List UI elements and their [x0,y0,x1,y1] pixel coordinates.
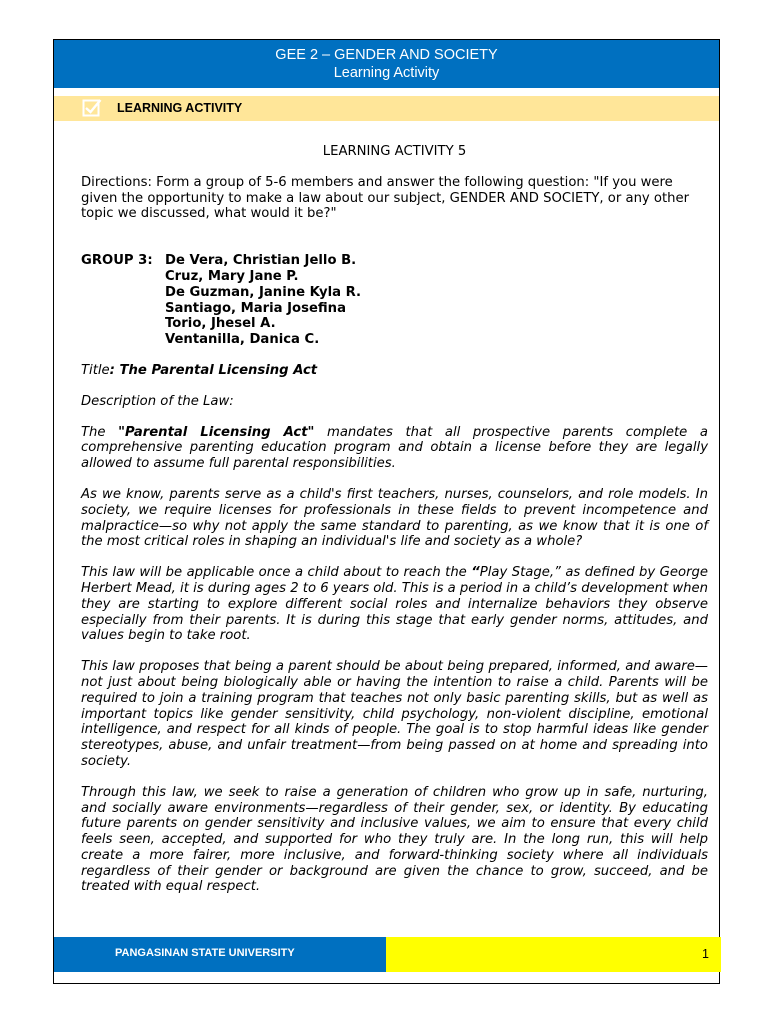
paragraph-3-bold: “ [471,565,480,581]
footer-page-block [386,937,721,972]
paragraph-4: This law proposes that being a parent should be about being prepared, informed, and aware—not just about being biologically able or having the intention to raise a child. Parents will be required to join a training program that teaches not only basic parenting skills, but as well as important topics like gender sensitivity, child psychology, non-violent discipline, emotional intelligence, and respect for all kinds of people. The goal is to stop harmful ideas like gender stereotypes, abuse, and unfair treatment—from being passed on at home and spreading into society. [81,659,708,769]
paragraph-3-post: Play Stage,” as defined by George Herbert Mead, it is during ages 2 to 6 years old. This is a period in a child’s development when they are starting to explore different social roles and internalize behaviors they observe especially from their parents. It is during this stage that early gender norms, attitudes, and values begin to take root. [81,565,708,644]
page-header [54,40,719,88]
member-name: De Guzman, Janine Kyla R. [165,284,362,300]
header-title: GEE 2 – GENDER AND SOCIETY [275,47,498,63]
footer-university-block [54,937,386,972]
member-name: De Vera, Christian Jello B. [165,253,357,269]
law-title-label: Title [81,362,110,378]
learning-activity-band [54,96,719,121]
group-label: GROUP 3: [81,253,153,269]
paragraph-3 [81,565,708,644]
paragraph-2: As we know, parents serve as a child's first teachers, nurses, counselors, and role models. In society, we require licenses for professionals in these fields to prevent incompetence and malpractice—so why not apply the same standard to parenting, as we know that it is one of the most critical roles in shaping an individual's life and society as a whole? [81,486,708,550]
paragraph-1-bold: "Parental Licensing Act" [118,424,315,440]
document-body [81,144,708,895]
group-members [81,253,708,348]
checkbox-icon [82,98,102,118]
member-name: Ventanilla, Danica C. [165,332,320,348]
footer-university: PANGASINAN STATE UNIVERSITY [115,947,295,959]
paragraph-3-pre: This law will be applicable once a child about to reach the [81,565,472,581]
member-name: Santiago, Maria Josefina [165,300,346,316]
page-footer [54,937,719,972]
law-title [81,363,708,379]
band-label: LEARNING ACTIVITY [117,101,243,115]
header-subtitle: Learning Activity [333,65,440,81]
document-page [53,39,720,984]
paragraph-1-post: mandates that all prospective parents complete a comprehensive parenting education program and obtain a license before they are legally allowed to assume full parental responsibilities. [81,424,708,472]
law-title-value: : The Parental Licensing Act [109,362,318,378]
page-number: 1 [702,947,709,961]
member-name: Cruz, Mary Jane P. [165,268,299,284]
description-label: Description of the Law: [81,393,234,409]
paragraph-1 [81,425,708,472]
paragraph-5: Through this law, we seek to raise a generation of children who grow up in safe, nurturing, and socially aware environments—regardless of their gender, sex, or identity. By educating future parents on gender sensitivity and inclusive values, we aim to ensure that every child feels seen, accepted, and supported for who they truly are. In the long run, this will help create a more fairer, more inclusive, and forward-thinking society where all individuals regardless of their gender or background are given the chance to grow, succeed, and be treated with equal respect. [81,784,708,895]
paragraph-1-pre: The [81,424,119,440]
member-name: Torio, Jhesel A. [165,316,276,332]
activity-title: LEARNING ACTIVITY 5 [322,144,467,159]
directions-text: Directions: Form a group of 5-6 members and answer the following question: "If you were given the opportunity to make a law about our subject, GENDER AND SOCIETY, or any other topic we discussed, what would it be?" [81,174,690,222]
